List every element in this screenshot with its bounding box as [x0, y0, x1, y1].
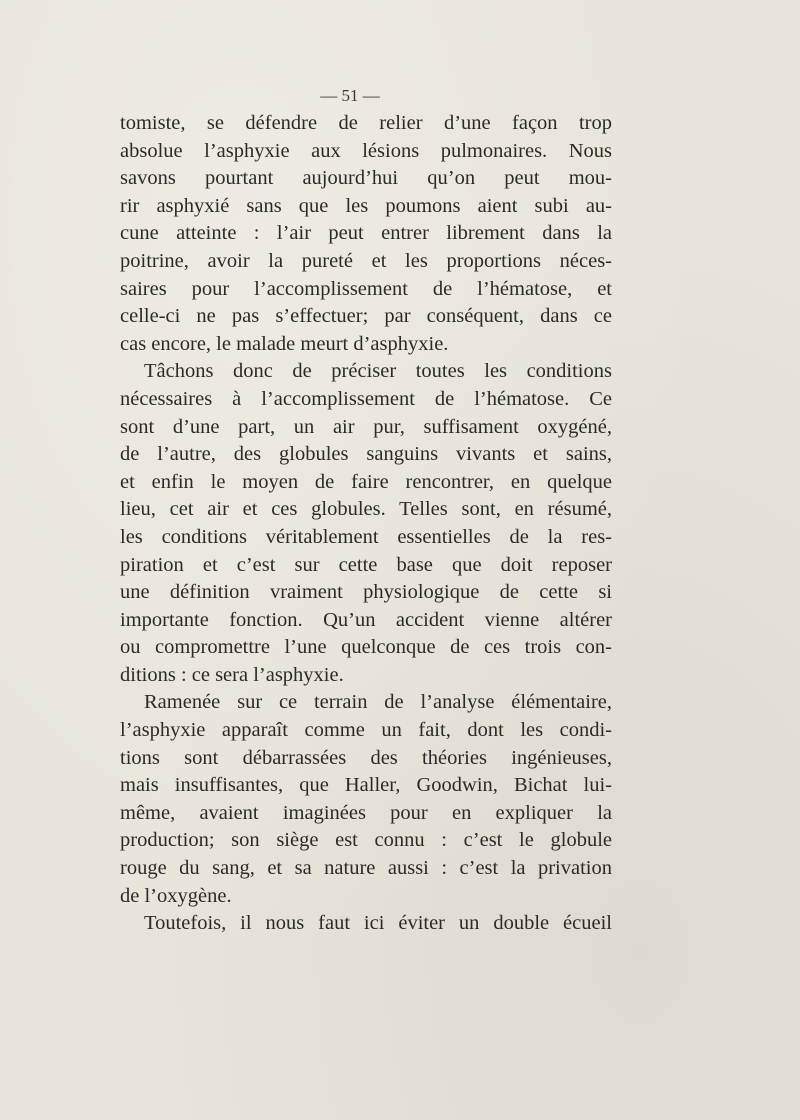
text-line: cas encore, le malade meurt d’asphyxie. [120, 332, 449, 355]
text-line: lieu, cet air et ces globules. Telles sont, en résumé, [120, 498, 612, 521]
text-line: les conditions véritablement essentielles de la res- [120, 525, 612, 548]
text-line: sont d’une part, un air pur, suffisament oxygéné, [120, 415, 612, 438]
text-line: même, avaient imaginées pour en expliquer la [120, 801, 612, 824]
text-line: piration et c’est sur cette base que doit reposer [120, 553, 612, 576]
text-line: ditions : ce sera l’asphyxie. [120, 663, 344, 686]
text-line: de l’oxygène. [120, 884, 232, 907]
text-line: poitrine, avoir la pureté et les proportions néces- [120, 249, 612, 272]
text-line: absolue l’asphyxie aux lésions pulmonaires. Nous [120, 139, 612, 162]
page-number: — 51 — [320, 86, 380, 105]
text-line: une définition vraiment physiologique de cette si [120, 581, 612, 604]
text-line: tions sont débarrassées des théories ingénieuses, [120, 746, 612, 769]
text-line: et enfin le moyen de faire rencontrer, en quelque [120, 470, 612, 493]
paragraph-start-line: Toutefois, il nous faut ici éviter un double écueil [144, 912, 612, 935]
text-line: importante fonction. Qu’un accident vienne altérer [120, 608, 612, 631]
text-line: tomiste, se défendre de relier d’une façon trop [120, 112, 612, 134]
text-line: rir asphyxié sans que les poumons aient subi au- [120, 194, 612, 217]
text-line: cune atteinte : l’air peut entrer librement dans la [120, 222, 612, 245]
text-line: nécessaires à l’accomplissement de l’hématose. Ce [120, 387, 612, 410]
text-line: production; son siège est connu : c’est le globule [120, 829, 612, 852]
text-line: rouge du sang, et sa nature aussi : c’est la privation [120, 857, 612, 880]
text-line: de l’autre, des globules sanguins vivants et sains, [120, 443, 612, 466]
body-text [120, 110, 612, 938]
paragraph-start-line: Tâchons donc de préciser toutes les conditions [144, 360, 612, 383]
text-line: celle-ci ne pas s’effectuer; par conséquent, dans ce [120, 305, 612, 328]
text-line: savons pourtant aujourd’hui qu’on peut mou- [120, 167, 612, 190]
text-line: mais insuffisantes, que Haller, Goodwin, Bichat lui- [120, 774, 612, 797]
text-line: saires pour l’accomplissement de l’hématose, et [120, 277, 612, 300]
text-line: l’asphyxie apparaît comme un fait, dont les condi- [120, 719, 612, 742]
paragraph-start-line: Ramenée sur ce terrain de l’analyse élémentaire, [144, 691, 612, 714]
text-line: ou compromettre l’une quelconque de ces trois con- [120, 636, 612, 659]
